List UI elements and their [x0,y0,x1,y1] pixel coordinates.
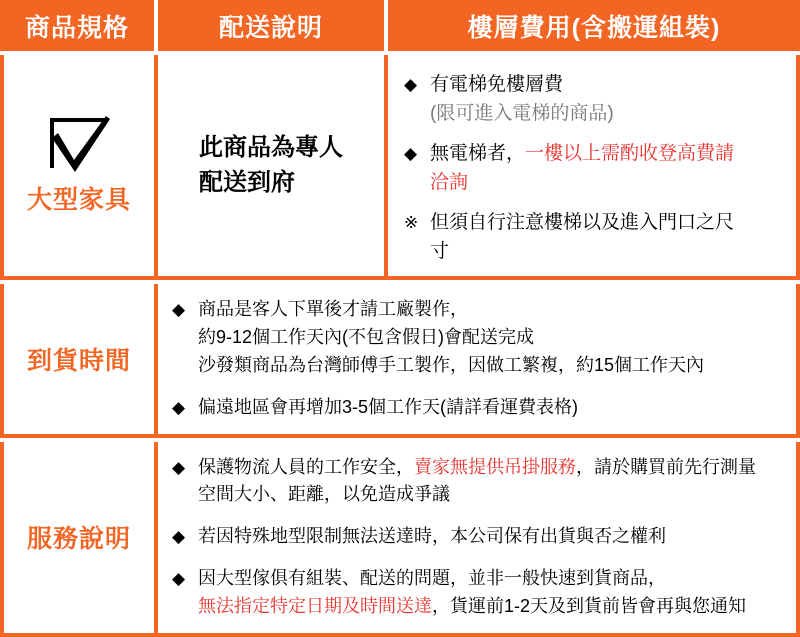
label-cell-large-furniture [0,55,158,280]
section-label: 到貨時間 [26,346,131,375]
section-arrival-time [0,284,800,442]
text-line: 寸 [430,240,450,262]
header-cell-delivery-note: 配送說明 [158,0,388,51]
delivery-note-text [199,131,343,201]
text-line: 因大型傢俱有組裝、配送的問題，並非一般快速到貨商品， [198,568,666,589]
label-cell-service-note [0,442,158,637]
header-cell-product-spec: 商品規格 [0,0,158,51]
bullet-diamond-icon: ◆ [404,144,418,163]
text-post: ，請於購買前先行測量 [576,456,756,477]
text-line: 空間大小、距離，以免造成爭議 [198,484,450,505]
text-highlight: 無法指定特定日期及時間送達 [198,596,432,617]
text-highlight: 一樓以上需酌收登高費請 [525,143,735,164]
list-item-text [430,71,614,128]
delivery-note-cell [158,55,388,280]
checkmark-icon [44,116,114,174]
list-item [172,394,786,422]
text-line-note: (限可進入電梯的商品) [430,102,614,124]
text-line-2 [198,593,746,621]
bullet-diamond-icon: ◆ [404,75,418,94]
list-item [172,523,786,551]
list-item-text [430,209,734,266]
list-item-text: 偏遠地區會再增加3-5個工作天(請詳看運費表格) [198,396,579,417]
list-item [404,209,786,266]
label-cell-arrival-time [0,284,158,438]
list-item [172,454,786,510]
floor-fee-cell [388,55,800,280]
bullet-diamond-icon: ◆ [172,457,186,477]
delivery-note-line-1: 此商品為專人 [199,133,343,161]
list-item [404,140,786,197]
section-label: 大型家具 [26,185,131,214]
delivery-note-line-2: 配送到府 [199,168,295,196]
text-post: ，貨運前1-2天及到貨前皆會再與您通知 [432,596,747,617]
section-label: 服務說明 [26,525,131,554]
text-line: 沙發類商品為台灣師傅手工製作，因做工繁複，約15個工作天內 [198,354,705,375]
bullet-reference-icon: ※ [404,213,419,232]
text-highlight: 賣家無提供吊掛服務 [414,456,576,477]
list-item-text [198,565,746,621]
service-note-content [158,442,800,637]
text-line: 商品是客人下單後才請工廠製作， [198,299,468,319]
list-item-text [198,454,756,510]
bullet-diamond-icon: ◆ [172,569,186,589]
text-line: 約9-12個工作天內(不包含假日)會配送完成 [198,326,535,347]
section-service-note [0,442,800,637]
table-header-row [0,0,800,55]
list-item-text [198,296,704,380]
bullet-diamond-icon: ◆ [172,300,186,319]
section-large-furniture [0,55,800,284]
text-post: 洽詢 [430,171,469,193]
text-line: 有電梯免樓層費 [430,74,564,95]
bullet-diamond-icon: ◆ [172,397,186,417]
text-pre: 無電梯者， [430,143,526,164]
arrival-time-content [158,284,800,438]
bullet-diamond-icon: ◆ [172,527,186,547]
list-item-text [430,140,734,197]
list-item-text: 若因特殊地型限制無法送達時，本公司保有出貨與否之權利 [198,526,666,547]
list-item [172,296,786,380]
list-item [172,565,786,621]
header-cell-floor-fee: 樓層費用(含搬運組裝) [467,13,721,42]
text-pre: 保護物流人員的工作安全， [198,456,414,477]
text-line: 但須自行注意樓梯以及進入門口之尺 [430,212,735,233]
list-item [404,71,786,128]
